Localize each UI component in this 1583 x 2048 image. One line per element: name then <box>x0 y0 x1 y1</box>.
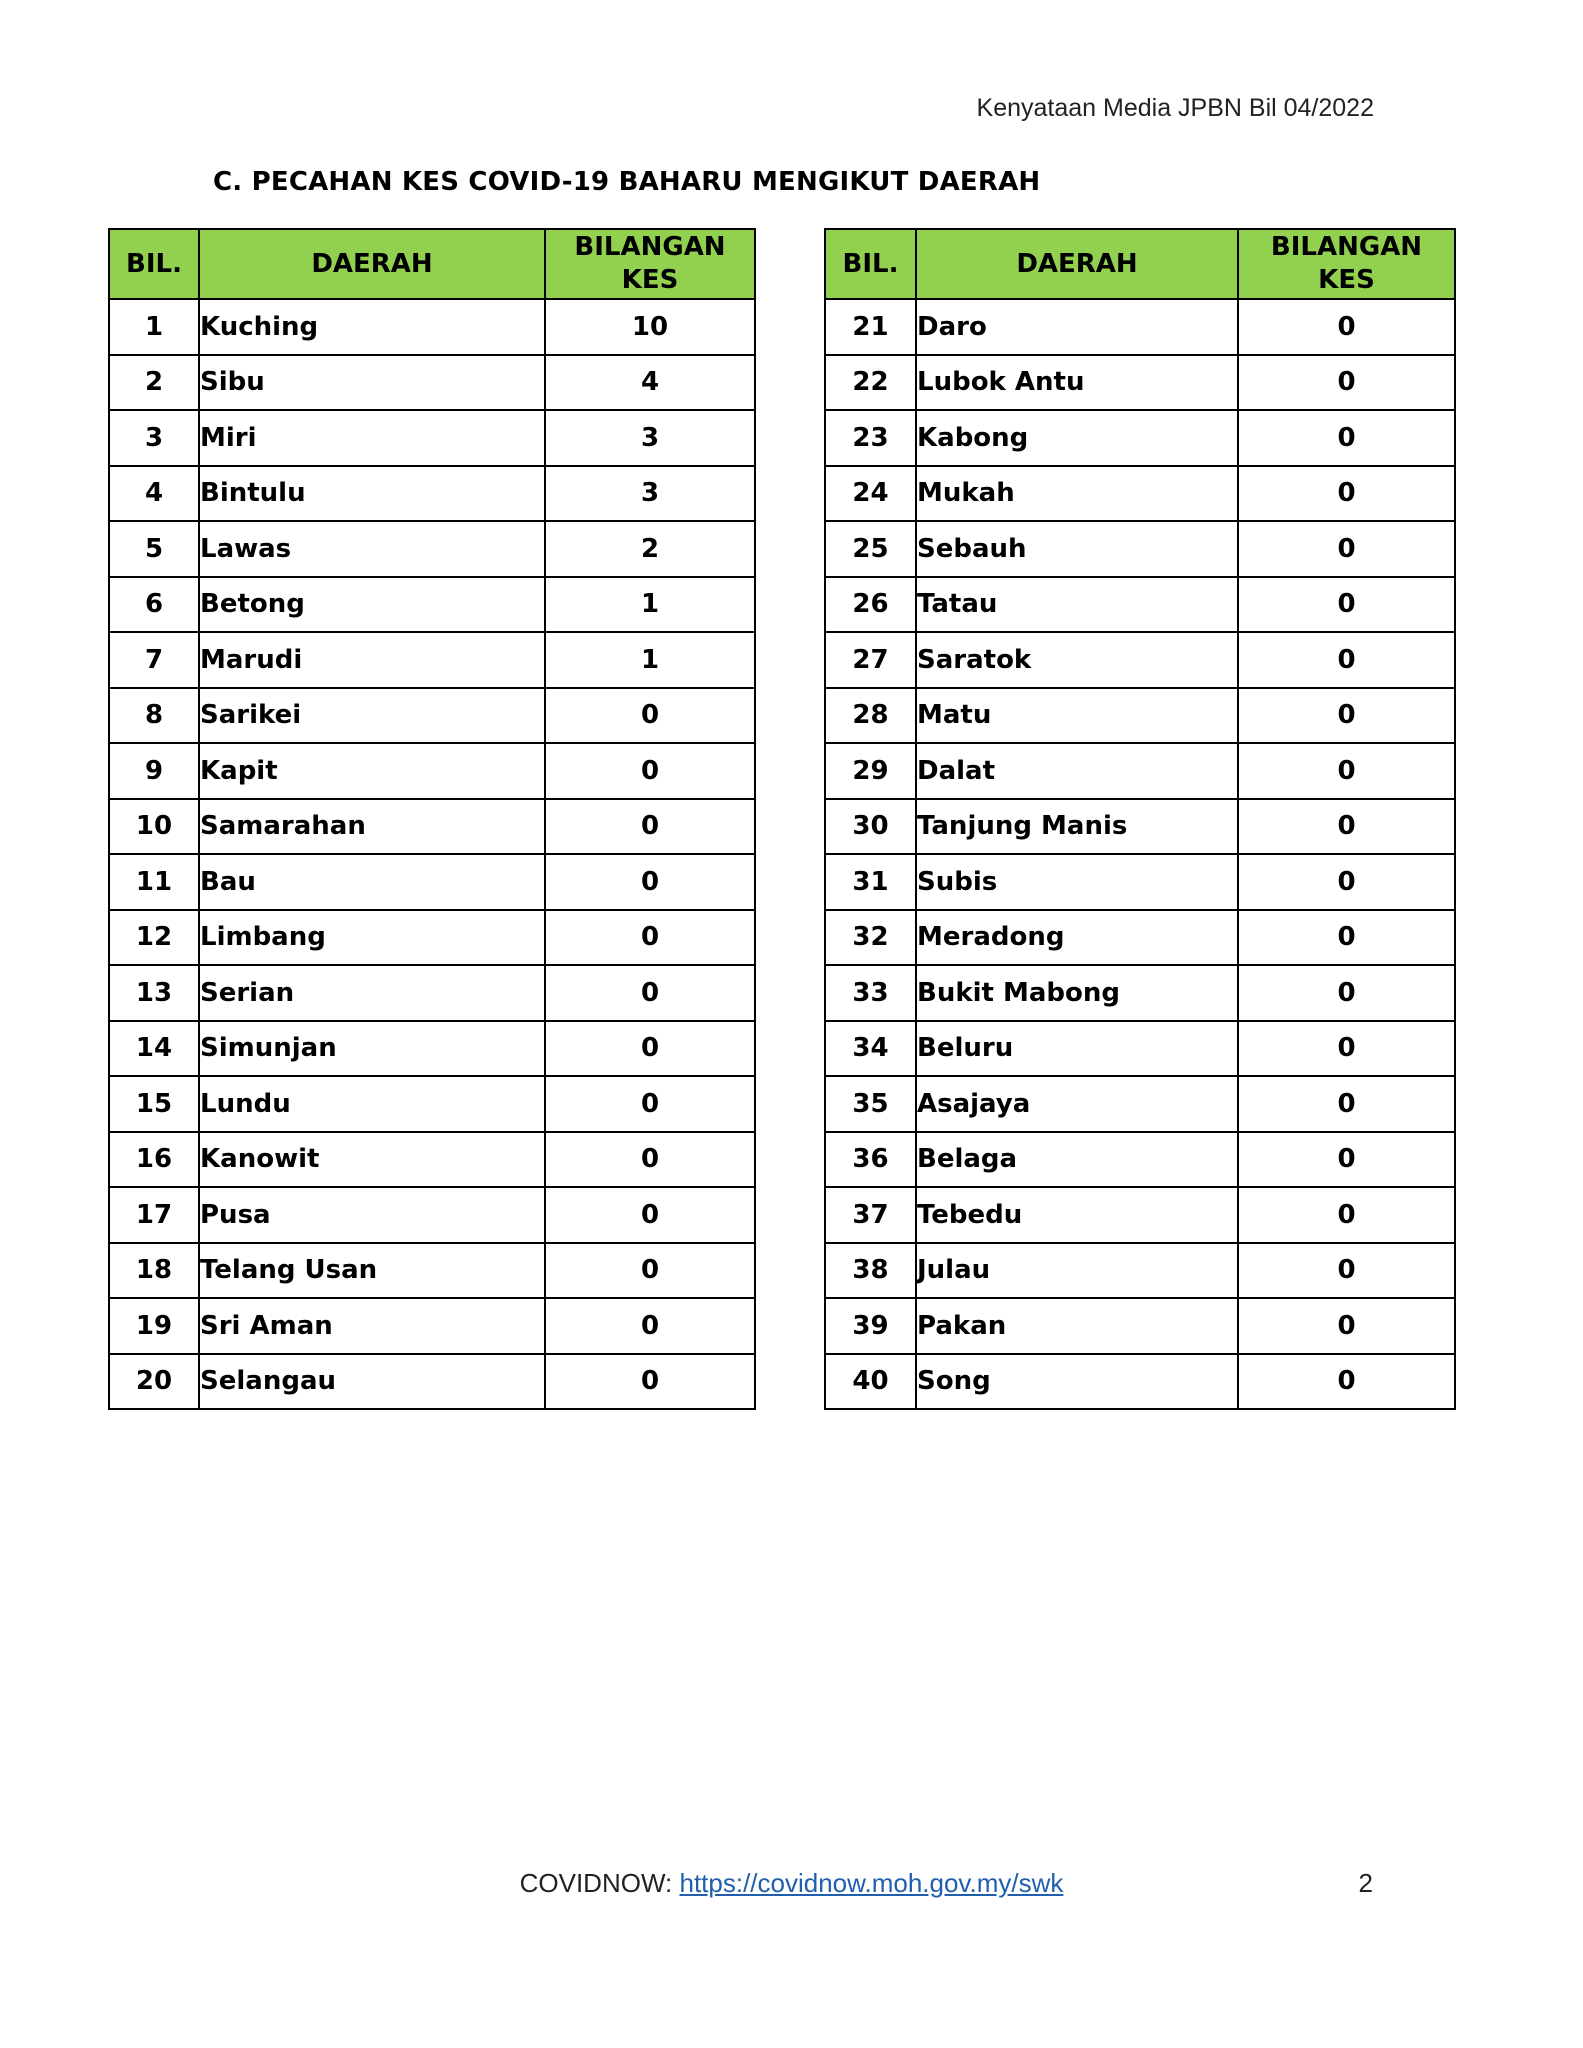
district-name: Serian <box>199 965 545 1021</box>
row-number: 34 <box>825 1021 916 1077</box>
case-count: 0 <box>545 1187 755 1243</box>
table-row <box>109 1354 755 1410</box>
district-name: Mukah <box>916 466 1238 522</box>
table-row <box>825 1354 1455 1410</box>
table-row <box>825 743 1455 799</box>
table-row <box>825 910 1455 966</box>
table-row <box>825 466 1455 522</box>
table-row <box>109 1132 755 1188</box>
section-title: C. PECAHAN KES COVID-19 BAHARU MENGIKUT DAERAH <box>213 167 1041 197</box>
case-count: 3 <box>545 410 755 466</box>
district-name: Sibu <box>199 355 545 411</box>
district-name: Lundu <box>199 1076 545 1132</box>
row-number: 24 <box>825 466 916 522</box>
district-name: Kapit <box>199 743 545 799</box>
header-bilangan-line2: KES <box>621 265 679 295</box>
row-number: 31 <box>825 854 916 910</box>
table-row <box>825 632 1455 688</box>
district-name: Lawas <box>199 521 545 577</box>
row-number: 22 <box>825 355 916 411</box>
district-name: Sebauh <box>916 521 1238 577</box>
table-row <box>825 1298 1455 1354</box>
table-row <box>825 577 1455 633</box>
case-count: 0 <box>545 799 755 855</box>
header-daerah: DAERAH <box>199 229 545 299</box>
table-row <box>825 410 1455 466</box>
case-count: 1 <box>545 632 755 688</box>
district-name: Samarahan <box>199 799 545 855</box>
district-name: Selangau <box>199 1354 545 1410</box>
table-header-row <box>109 229 755 299</box>
case-count: 0 <box>545 1021 755 1077</box>
district-name: Marudi <box>199 632 545 688</box>
case-count: 0 <box>545 688 755 744</box>
case-count: 0 <box>1238 965 1455 1021</box>
table-row <box>109 410 755 466</box>
district-name: Betong <box>199 577 545 633</box>
row-number: 36 <box>825 1132 916 1188</box>
table-row <box>825 1021 1455 1077</box>
row-number: 10 <box>109 799 199 855</box>
case-count: 0 <box>1238 1076 1455 1132</box>
table-row <box>109 1298 755 1354</box>
footer-label: COVIDNOW: <box>519 1868 673 1898</box>
case-count: 0 <box>1238 1243 1455 1299</box>
case-count: 0 <box>1238 1354 1455 1410</box>
district-name: Matu <box>916 688 1238 744</box>
row-number: 6 <box>109 577 199 633</box>
district-name: Bau <box>199 854 545 910</box>
district-name: Saratok <box>916 632 1238 688</box>
row-number: 18 <box>109 1243 199 1299</box>
district-name: Subis <box>916 854 1238 910</box>
table-row <box>109 299 755 355</box>
row-number: 3 <box>109 410 199 466</box>
table-row <box>825 1076 1455 1132</box>
row-number: 13 <box>109 965 199 1021</box>
district-name: Asajaya <box>916 1076 1238 1132</box>
row-number: 12 <box>109 910 199 966</box>
case-count: 0 <box>1238 355 1455 411</box>
district-table-left <box>108 228 756 1410</box>
header-bilangan-line1: BILANGAN <box>1270 232 1423 262</box>
footer-link-line <box>0 1868 1583 1899</box>
district-name: Meradong <box>916 910 1238 966</box>
district-name: Miri <box>199 410 545 466</box>
case-count: 4 <box>545 355 755 411</box>
table-body-left <box>109 299 755 1409</box>
district-name: Tanjung Manis <box>916 799 1238 855</box>
district-name: Dalat <box>916 743 1238 799</box>
header-bil: BIL. <box>109 229 199 299</box>
table-row <box>109 632 755 688</box>
district-name: Sarikei <box>199 688 545 744</box>
district-name: Kuching <box>199 299 545 355</box>
case-count: 3 <box>545 466 755 522</box>
district-name: Pusa <box>199 1187 545 1243</box>
case-count: 10 <box>545 299 755 355</box>
table-row <box>109 466 755 522</box>
row-number: 8 <box>109 688 199 744</box>
row-number: 23 <box>825 410 916 466</box>
table-row <box>109 577 755 633</box>
row-number: 7 <box>109 632 199 688</box>
row-number: 25 <box>825 521 916 577</box>
table-row <box>109 1076 755 1132</box>
district-name: Sri Aman <box>199 1298 545 1354</box>
district-name: Pakan <box>916 1298 1238 1354</box>
table-row <box>109 1187 755 1243</box>
table-header-row <box>825 229 1455 299</box>
row-number: 14 <box>109 1021 199 1077</box>
document-reference: Kenyataan Media JPBN Bil 04/2022 <box>976 94 1374 122</box>
row-number: 27 <box>825 632 916 688</box>
case-count: 0 <box>545 1354 755 1410</box>
case-count: 0 <box>1238 1132 1455 1188</box>
case-count: 0 <box>545 1298 755 1354</box>
row-number: 9 <box>109 743 199 799</box>
header-bilangan-kes <box>545 229 755 299</box>
table-row <box>825 854 1455 910</box>
row-number: 19 <box>109 1298 199 1354</box>
case-count: 0 <box>1238 688 1455 744</box>
row-number: 39 <box>825 1298 916 1354</box>
table-row <box>825 1132 1455 1188</box>
row-number: 11 <box>109 854 199 910</box>
table-row <box>109 688 755 744</box>
covidnow-link[interactable]: https://covidnow.moh.gov.my/swk <box>679 1868 1064 1898</box>
row-number: 17 <box>109 1187 199 1243</box>
table-row <box>825 1243 1455 1299</box>
case-count: 0 <box>1238 521 1455 577</box>
table-row <box>825 521 1455 577</box>
district-name: Song <box>916 1354 1238 1410</box>
row-number: 40 <box>825 1354 916 1410</box>
header-bilangan-kes <box>1238 229 1455 299</box>
row-number: 15 <box>109 1076 199 1132</box>
row-number: 38 <box>825 1243 916 1299</box>
table-row <box>825 688 1455 744</box>
case-count: 0 <box>545 1243 755 1299</box>
row-number: 16 <box>109 1132 199 1188</box>
district-name: Limbang <box>199 910 545 966</box>
district-name: Kanowit <box>199 1132 545 1188</box>
case-count: 0 <box>1238 410 1455 466</box>
district-name: Tatau <box>916 577 1238 633</box>
table-row <box>109 910 755 966</box>
table-row <box>825 965 1455 1021</box>
case-count: 2 <box>545 521 755 577</box>
row-number: 20 <box>109 1354 199 1410</box>
row-number: 33 <box>825 965 916 1021</box>
case-count: 0 <box>545 1076 755 1132</box>
case-count: 0 <box>1238 854 1455 910</box>
row-number: 5 <box>109 521 199 577</box>
table-row <box>109 743 755 799</box>
district-name: Daro <box>916 299 1238 355</box>
case-count: 0 <box>1238 577 1455 633</box>
district-name: Julau <box>916 1243 1238 1299</box>
page-number: 2 <box>1358 1868 1373 1898</box>
case-count: 0 <box>1238 299 1455 355</box>
row-number: 4 <box>109 466 199 522</box>
table-row <box>109 799 755 855</box>
table-row <box>109 854 755 910</box>
case-count: 0 <box>1238 466 1455 522</box>
table-row <box>825 799 1455 855</box>
case-count: 0 <box>545 965 755 1021</box>
table-row <box>109 965 755 1021</box>
header-bilangan-line1: BILANGAN <box>574 232 726 262</box>
case-count: 0 <box>1238 910 1455 966</box>
row-number: 30 <box>825 799 916 855</box>
row-number: 28 <box>825 688 916 744</box>
district-name: Belaga <box>916 1132 1238 1188</box>
table-body-right <box>825 299 1455 1409</box>
case-count: 0 <box>1238 1021 1455 1077</box>
district-name: Telang Usan <box>199 1243 545 1299</box>
case-count: 0 <box>1238 743 1455 799</box>
district-name: Kabong <box>916 410 1238 466</box>
table-row <box>109 521 755 577</box>
table-row <box>825 299 1455 355</box>
case-count: 0 <box>545 1132 755 1188</box>
case-count: 0 <box>1238 1298 1455 1354</box>
district-table-right <box>824 228 1456 1410</box>
district-name: Lubok Antu <box>916 355 1238 411</box>
header-bilangan-line2: KES <box>1318 265 1375 295</box>
row-number: 37 <box>825 1187 916 1243</box>
case-count: 1 <box>545 577 755 633</box>
row-number: 35 <box>825 1076 916 1132</box>
case-count: 0 <box>545 854 755 910</box>
table-row <box>109 355 755 411</box>
district-name: Bukit Mabong <box>916 965 1238 1021</box>
row-number: 29 <box>825 743 916 799</box>
case-count: 0 <box>1238 632 1455 688</box>
table-row <box>825 355 1455 411</box>
row-number: 1 <box>109 299 199 355</box>
row-number: 21 <box>825 299 916 355</box>
district-name: Bintulu <box>199 466 545 522</box>
case-count: 0 <box>1238 1187 1455 1243</box>
row-number: 2 <box>109 355 199 411</box>
case-count: 0 <box>545 910 755 966</box>
district-name: Tebedu <box>916 1187 1238 1243</box>
district-name: Beluru <box>916 1021 1238 1077</box>
row-number: 26 <box>825 577 916 633</box>
table-row <box>109 1243 755 1299</box>
table-row <box>109 1021 755 1077</box>
case-count: 0 <box>545 743 755 799</box>
district-name: Simunjan <box>199 1021 545 1077</box>
header-bil: BIL. <box>825 229 916 299</box>
table-row <box>825 1187 1455 1243</box>
row-number: 32 <box>825 910 916 966</box>
case-count: 0 <box>1238 799 1455 855</box>
header-daerah: DAERAH <box>916 229 1238 299</box>
